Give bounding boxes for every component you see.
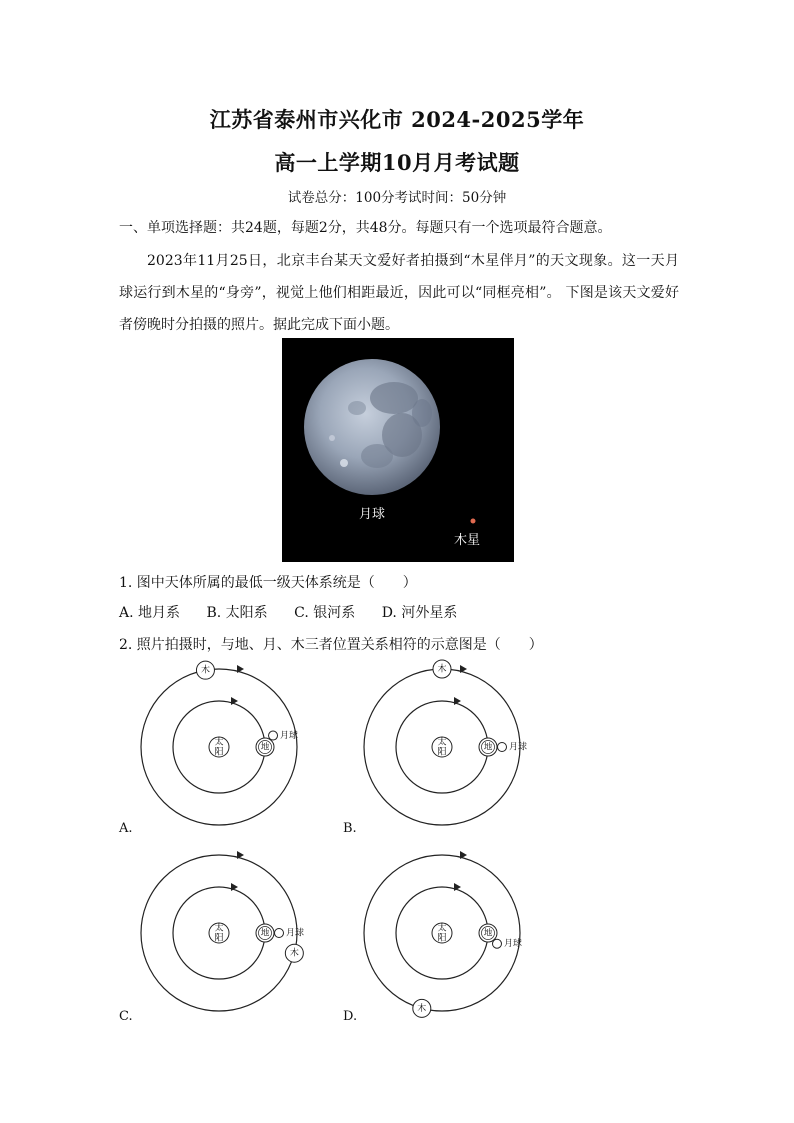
moon-label: 月球 xyxy=(280,731,299,742)
orbit-diagram-a[interactable] xyxy=(124,652,314,842)
sun-label-bottom: 阳 xyxy=(214,747,224,758)
moon-icon xyxy=(498,743,507,752)
moon-label: 月球 xyxy=(509,742,528,753)
jupiter-label: 木 xyxy=(417,1003,427,1014)
moon-label: 月球 xyxy=(286,928,305,939)
sun-label-bottom: 阳 xyxy=(437,747,447,758)
sun-label-bottom: 阳 xyxy=(214,933,224,944)
sun-label-bottom: 阳 xyxy=(437,933,447,944)
moon-icon xyxy=(492,939,501,948)
diagram-c-letter: C. xyxy=(119,1009,133,1024)
sun-label-top: 太 xyxy=(214,737,224,748)
earth-label: 地 xyxy=(260,742,270,753)
option-a[interactable]: A. 地月系 xyxy=(119,605,181,621)
sun-label-top: 太 xyxy=(214,923,224,934)
section-heading: 一、单项选择题：共24题，每题2分，共48分。每题只有一个选项最符合题意。 xyxy=(119,220,612,236)
orbit-diagram-b[interactable] xyxy=(347,652,537,842)
moon-label: 月球 xyxy=(503,939,523,950)
title-line-2: 高一上学期10月月考试题 xyxy=(274,150,520,175)
earth-label: 地 xyxy=(483,742,493,753)
jupiter-label: 木 xyxy=(200,665,210,676)
passage: 2023年11月25日，北京丰台某天文爱好者拍摄到“木星伴月”的天文现象。这一天月球运行到木星的“身旁”，视觉上他们相距最近，因此可以“同框亮相”。 下图是该天文爱好者傍晚时分拍摄的照片。据此完成下面小题。 xyxy=(119,253,679,333)
earth-label: 地 xyxy=(260,928,270,939)
diagram-d-letter: D. xyxy=(343,1009,358,1024)
sun-label-top: 太 xyxy=(437,737,447,748)
sun-label-top: 太 xyxy=(437,923,447,934)
question-2: 2. 照片拍摄时，与地、月、木三者位置关系相符的示意图是（ ） xyxy=(119,637,543,653)
title-line-1: 江苏省泰州市兴化市 2024-2025学年 xyxy=(209,107,585,132)
diagram-b-letter: B. xyxy=(343,821,357,836)
orbit-diagram-d[interactable] xyxy=(347,838,537,1028)
moon-label: 月球 xyxy=(359,507,386,522)
earth-label: 地 xyxy=(483,928,493,939)
exam-meta: 试卷总分：100分考试时间：50分钟 xyxy=(287,190,507,206)
moon-icon xyxy=(275,929,284,938)
jupiter-label: 木 xyxy=(437,664,447,675)
question-1: 1. 图中天体所属的最低一级天体系统是（ ） xyxy=(119,575,417,591)
moon-jupiter-photo xyxy=(282,338,514,562)
jupiter-dot xyxy=(471,519,476,524)
orbit-diagram-c[interactable] xyxy=(124,838,314,1028)
jupiter-label: 木星 xyxy=(454,533,481,548)
question-1-options xyxy=(119,602,479,622)
jupiter-label: 木 xyxy=(289,948,299,959)
moon-icon xyxy=(269,731,278,740)
diagram-a-letter: A. xyxy=(119,821,133,836)
option-b[interactable]: B. 太阳系 xyxy=(206,605,268,621)
option-d[interactable]: D. 河外星系 xyxy=(381,605,458,621)
option-c[interactable]: C. 银河系 xyxy=(294,605,356,621)
